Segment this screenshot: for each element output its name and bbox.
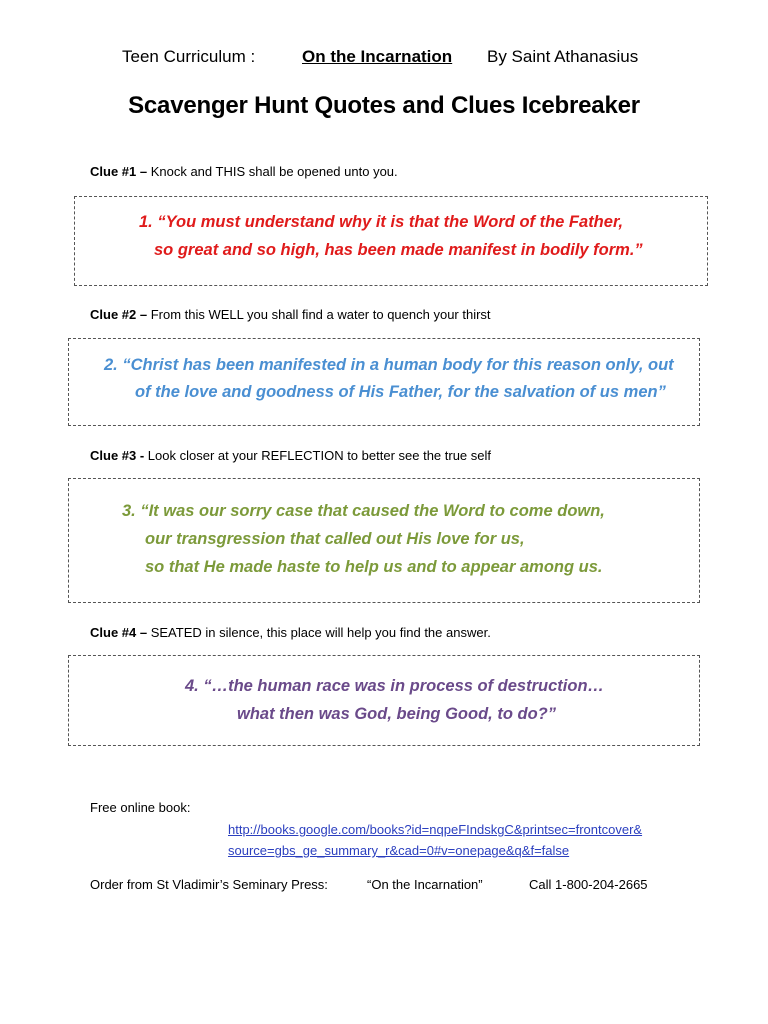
book-link-line-1[interactable]: http://books.google.com/books?id=nqpeFIndskgC&printsec=frontcover& — [228, 822, 643, 837]
quote-3-line-2: our transgression that called out His love for us, — [145, 530, 525, 548]
clue-4-text: SEATED in silence, this place will help you find the answer. — [147, 625, 491, 640]
clue-2-label: Clue #2 – — [90, 307, 148, 322]
page-title: Scavenger Hunt Quotes and Clues Icebreaker — [128, 92, 640, 119]
clue-1-label: Clue #1 – — [90, 164, 148, 179]
clue-4-label: Clue #4 – — [90, 625, 148, 640]
quote-3-line-1: 3. “It was our sorry case that caused the Word to come down, — [122, 502, 605, 520]
clue-2-text: From this WELL you shall find a water to quench your thirst — [147, 307, 491, 322]
clue-2 — [90, 307, 491, 322]
quote-3-line-3: so that He made haste to help us and to appear among us. — [145, 558, 603, 576]
clue-1 — [90, 164, 398, 179]
clue-4 — [90, 625, 491, 640]
quote-2-line-2: of the love and goodness of His Father, for the salvation of us men” — [135, 383, 666, 401]
clue-3-text: Look closer at your REFLECTION to better see the true self — [144, 448, 492, 463]
quote-4-line-1: 4. “…the human race was in process of destruction… — [185, 677, 605, 695]
quote-2-line-1: 2. “Christ has been manifested in a human body for this reason only, out — [104, 356, 674, 374]
order-phone: Call 1-800-204-2665 — [529, 877, 648, 892]
book-link-line-2[interactable]: source=gbs_ge_summary_r&cad=0#v=onepage&q&f=false — [228, 843, 570, 858]
order-book-title: “On the Incarnation” — [367, 877, 483, 892]
free-book-label: Free online book: — [90, 800, 191, 815]
order-label: Order from St Vladimir’s Seminary Press: — [90, 877, 328, 892]
quote-1-line-1: 1. “You must understand why it is that the Word of the Father, — [139, 213, 624, 231]
clue-3-label: Clue #3 - — [90, 448, 145, 463]
clue-1-text: Knock and THIS shall be opened unto you. — [147, 164, 398, 179]
quote-box-2 — [68, 338, 700, 426]
clue-3 — [90, 448, 491, 463]
curriculum-label: Teen Curriculum : — [122, 47, 256, 66]
quote-1-line-2: so great and so high, has been made manifest in bodily form.” — [154, 241, 643, 259]
quote-box-4 — [68, 655, 700, 746]
work-title: On the Incarnation — [302, 47, 453, 66]
quote-4-line-2: what then was God, being Good, to do?” — [237, 705, 556, 723]
author-label: By Saint Athanasius — [487, 47, 639, 66]
